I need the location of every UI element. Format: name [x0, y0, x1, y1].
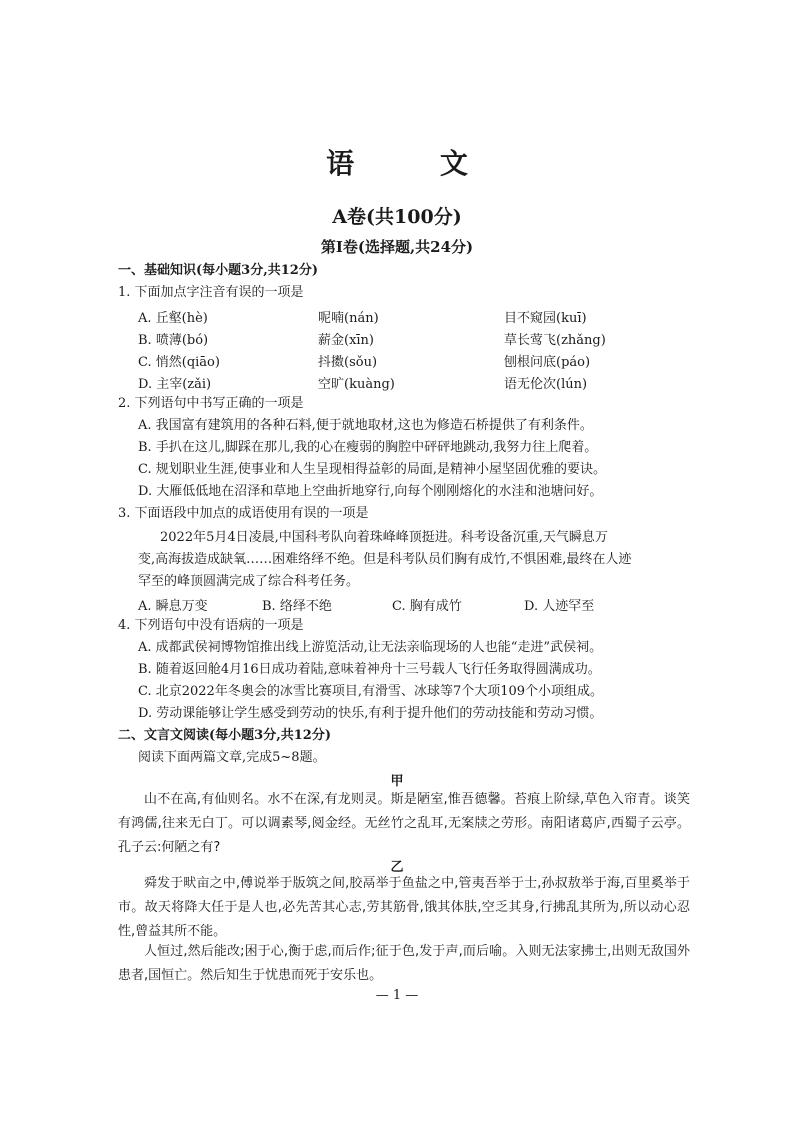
question-4-stem: 4. 下列语句中没有语病的一项是 — [118, 618, 304, 633]
q4-option-d: D. 劳动课能够让学生感受到劳动的快乐,有利于提升他们的劳动技能和劳动习惯。 — [138, 706, 603, 721]
passage-jia: 山不在高,有仙则名。水不在深,有龙则灵。斯是陋室,惟吾德馨。苔痕上阶绿,草色入帘青。谈笑有鸿儒,往来无白丁。可以调素琴,阅金经。无丝竹之乱耳,无案牍之劳形。南阳诸葛庐,西蜀子云亭。孔子云:何陋之有? — [118, 792, 690, 855]
section-title: 第Ⅰ卷(选择题,共24分) — [320, 238, 474, 256]
q1-option-row-d — [138, 373, 698, 391]
q1-c-3: 刨根问底(páo) — [504, 355, 591, 370]
q1-option-row-c — [138, 351, 698, 369]
q1-a-2: 呢喃(nán) — [318, 311, 379, 326]
q1-c-1: C. 悄然(qiāo) — [138, 355, 220, 370]
q3-option-c: C. 胸有成竹 — [392, 599, 462, 614]
q1-c-2: 抖擞(sǒu) — [318, 355, 378, 370]
q2-option-b: B. 手扒在这儿,脚踩在那儿,我的心在瘦弱的胸腔中砰砰地跳动,我努力往上爬着。 — [138, 440, 598, 455]
passage-yi-paragraph-2: 人恒过,然后能改;困于心,衡于虑,而后作;征于色,发于声,而后喻。入则无法家拂士,出则无敌国外患者,国恒亡。然后知生于忧患而死于安乐也。 — [118, 944, 690, 983]
q1-b-1: B. 喷薄(bó) — [138, 333, 209, 348]
q1-d-1: D. 主宰(zǎi) — [138, 377, 212, 392]
q3-option-d: D. 人迹罕至 — [524, 599, 595, 614]
q1-option-row-b — [138, 329, 698, 347]
question-1-stem: 1. 下面加点字注音有误的一项是 — [118, 285, 304, 300]
part2-heading: 二、文言文阅读(每小题3分,共12分) — [118, 728, 331, 743]
q4-option-b: B. 随着返回舱4月16日成功着陆,意味着神舟十三号载人飞行任务取得圆满成功。 — [138, 662, 601, 677]
passage-yi-paragraph-1: 舜发于畎亩之中,傅说举于版筑之间,胶鬲举于鱼盐之中,管夷吾举于士,孙叔敖举于海,百里奚举于市。故天将降大任于是人也,必先苦其心志,劳其筋骨,饿其体肤,空乏其身,行拂乱其所为,所以动心忍性,曾益其所不能。 — [118, 876, 690, 939]
q1-d-2: 空旷(kuàng) — [318, 377, 395, 392]
q3-options — [138, 595, 698, 613]
passage-yi-label: 乙 — [390, 860, 404, 875]
page-title: 语 文 — [326, 147, 506, 180]
part2-instruction: 阅读下面两篇文章,完成5~8题。 — [138, 750, 326, 765]
page-number: — 1 — — [375, 988, 419, 1003]
q2-option-d: D. 大雁低低地在沼泽和草地上空曲折地穿行,向每个刚刚熔化的水洼和池塘问好。 — [138, 484, 603, 499]
q1-b-2: 薪金(xīn) — [318, 333, 375, 348]
question-3-stem: 3. 下面语段中加点的成语使用有误的一项是 — [118, 506, 369, 521]
paper-subtitle: A卷(共100分) — [332, 206, 462, 228]
q1-a-1: A. 丘壑(hè) — [138, 311, 208, 326]
q4-option-c: C. 北京2022年冬奥会的冰雪比赛项目,有滑雪、冰球等7个大项109个小项组成。 — [138, 684, 604, 699]
q4-option-a: A. 成都武侯祠博物馆推出线上游览活动,让无法亲临现场的人也能“走进”武侯祠。 — [138, 640, 603, 655]
q3-passage-line-2: 变,高海拔造成缺氧……困难络绎不绝。但是科考队员们胸有成竹,不惧困难,最终在人迹 — [138, 552, 632, 567]
q3-option-b: B. 络绎不绝 — [262, 599, 332, 614]
question-2-stem: 2. 下列语句中书写正确的一项是 — [118, 396, 304, 411]
q1-b-3: 草长莺飞(zhǎng) — [504, 333, 606, 348]
q3-passage-line-3: 罕至的峰顶圆满完成了综合科考任务。 — [138, 574, 360, 589]
passage-jia-label: 甲 — [390, 774, 404, 789]
q1-option-row-a — [138, 307, 698, 325]
q3-option-a: A. 瞬息万变 — [138, 599, 208, 614]
q1-d-3: 语无伦次(lún) — [504, 377, 588, 392]
q3-passage-line-1: 2022年5月4日凌晨,中国科考队向着珠峰峰顶挺进。科考设备沉重,天气瞬息万 — [160, 530, 608, 545]
part1-heading: 一、基础知识(每小题3分,共12分) — [118, 263, 318, 278]
q1-a-3: 目不窥园(kuī) — [504, 311, 587, 326]
q2-option-a: A. 我国富有建筑用的各种石料,便于就地取材,这也为修造石桥提供了有利条件。 — [138, 418, 593, 433]
q2-option-c: C. 规划职业生涯,使事业和人生呈现相得益彰的局面,是精神小屋坚固优雅的要诀。 — [138, 462, 607, 477]
